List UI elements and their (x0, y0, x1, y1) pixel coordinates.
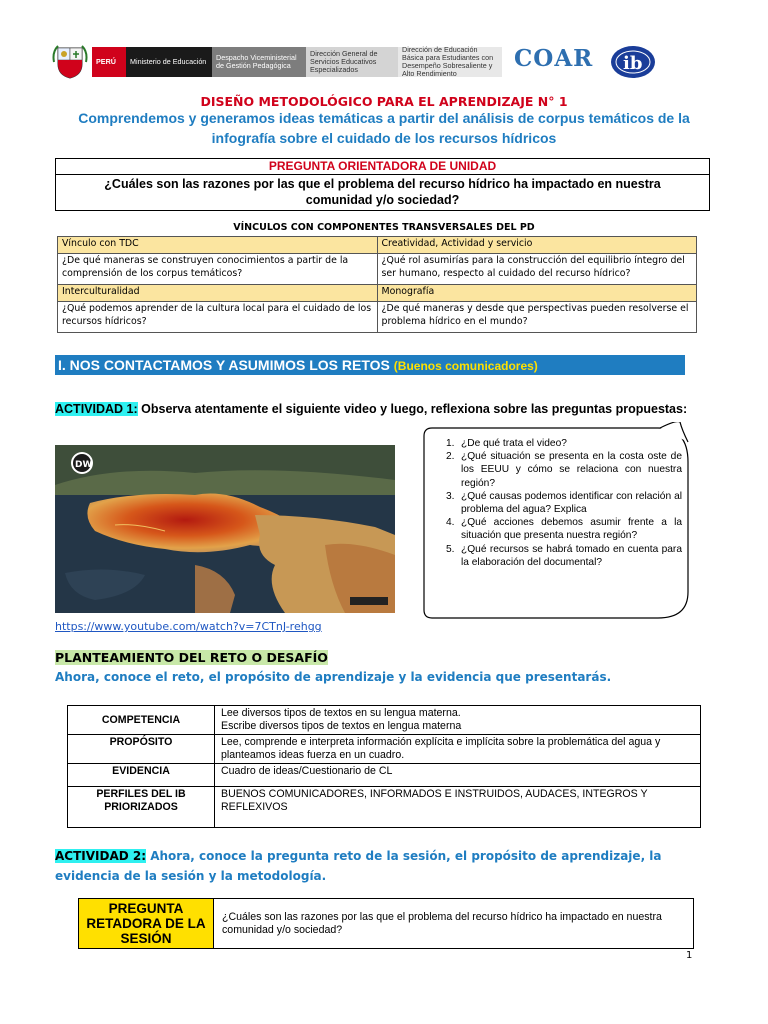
coar-logo-text: COAR (514, 45, 594, 72)
transversal-links-table (57, 236, 697, 333)
table-row (68, 706, 701, 735)
table-row (79, 899, 694, 949)
table-cell (58, 302, 378, 333)
header-logo-bar (52, 44, 712, 80)
section-heading (55, 355, 685, 375)
challenge-heading: PLANTEAMIENTO DEL RETO O DESAFÍO (55, 650, 328, 665)
table-row (68, 787, 701, 828)
ib-logo-icon (610, 44, 656, 80)
competency-table (67, 705, 701, 828)
video-thumbnail[interactable] (55, 445, 395, 613)
list-item (446, 543, 682, 569)
list-item (446, 516, 682, 542)
table-value-cell: Cuadro de ideas/Cuestionario de CL (215, 764, 701, 787)
peru-label: PERÚ (92, 47, 126, 77)
vice-ministry-label: Despacho Viceministerial de Gestión Pedagógica (212, 47, 306, 77)
youtube-link[interactable]: https://www.youtube.com/watch?v=7CTnJ-rehgg (55, 620, 322, 633)
section-subtitle: (Buenos comunicadores) (393, 359, 538, 373)
challenge-subheading: Ahora, conoce el reto, el propósito de aprendizaje y la evidencia que presentarás. (55, 670, 612, 684)
table-cell: Vínculo con TDC (58, 237, 378, 254)
activity-2-text: Ahora, conoce la pregunta reto de la sesión, el propósito de aprendizaje, la evidencia de la sesión y la metodología. (55, 849, 662, 883)
table-cell: ¿De qué maneras se construyen conocimientos a partir de la comprensión de los corpus temáticos? (58, 254, 378, 285)
table-cell-text: ¿Qué podemos aprender de la cultura local para el cuidado de los recursos hídricos? (62, 303, 372, 327)
list-item (446, 450, 682, 490)
ministry-label: Ministerio de Educación (126, 47, 212, 77)
activity-2-instruction (55, 846, 715, 886)
challenge-question-label: PREGUNTA RETADORA DE LA SESIÓN (79, 899, 214, 949)
list-item (446, 437, 682, 450)
list-item-number: 2. (446, 451, 455, 463)
list-item-number: 3. (446, 490, 455, 502)
activity-1-label: ACTIVIDAD 1: (55, 402, 138, 416)
ib-logo-text: ib (623, 53, 643, 74)
table-row (68, 735, 701, 764)
education-direction-label: Dirección de Educación Básica para Estudiantes con Desempeño Sobresaliente y Alto Rendimiento (398, 47, 502, 77)
table-label-cell: PROPÓSITO (68, 735, 215, 764)
table-label-cell: EVIDENCIA (68, 764, 215, 787)
section-title: I. NOS CONTACTAMOS Y ASUMIMOS LOS RETOS (58, 357, 390, 373)
page-number: 1 (686, 950, 693, 961)
activity-1-text: Observa atentamente el siguiente video y luego, reflexiona sobre las preguntas propuestas: (137, 402, 688, 416)
satellite-map-image (55, 445, 395, 613)
table-cell: Interculturalidad (58, 285, 378, 302)
guiding-question-text: ¿Cuáles son las razones por las que el problema del recurso hídrico ha impactado en nuestra comunidad y/o sociedad? (104, 177, 661, 207)
guiding-question-box (55, 158, 710, 211)
reflection-questions-list (446, 437, 682, 569)
table-value-cell: BUENOS COMUNICADORES, INFORMADOS E INSTRUIDOS, AUDACES, INTEGROS Y REFLEXIVOS (215, 787, 701, 828)
table-cell: ¿De qué maneras y desde que perspectivas pueden resolverse el problema hídrico en el mundo? (377, 302, 697, 333)
list-item-text: ¿Qué causas podemos identificar con relación al problema del agua? Explica (461, 490, 682, 516)
list-item-text: ¿Qué situación se presenta en la costa oste de los EEUU y cómo se relaciona con nuestra región? (461, 451, 682, 489)
challenge-question-text: ¿Cuáles son las razones por las que el problema del recurso hídrico ha impactado en nuestra comunidad y/o sociedad? (214, 899, 694, 949)
general-direction-label: Dirección General de Servicios Educativos Especializados (306, 47, 398, 77)
coar-logo (514, 44, 594, 80)
government-banner (92, 47, 502, 77)
guiding-question-heading: PREGUNTA ORIENTADORA DE UNIDAD (56, 159, 709, 175)
transversal-links-title: VÍNCULOS CON COMPONENTES TRANSVERSALES DEL PD (233, 222, 535, 233)
table-value-cell: Lee diversos tipos de textos en su lengua materna. Escribe diversos tipos de textos en lengua materna (215, 706, 701, 735)
document-title: DISEÑO METODOLÓGICO PARA EL APRENDIZAJE N° 1 (200, 94, 568, 109)
table-label-cell: COMPETENCIA (68, 706, 215, 735)
table-cell: Monografía (377, 285, 697, 302)
list-item-number: 1. (446, 438, 455, 449)
peru-coat-of-arms-icon (52, 44, 88, 80)
list-item-text: ¿De qué trata el video? (461, 438, 567, 449)
table-row (68, 764, 701, 787)
table-cell: ¿Qué rol asumirías para la construcción del equilibrio íntegro del ser humano, respecto al cuidado del recurso hídrico? (377, 254, 697, 285)
table-cell: Creatividad, Actividad y servicio (377, 237, 697, 254)
list-item (446, 490, 682, 516)
table-row (58, 254, 697, 285)
activity-2-label: ACTIVIDAD 2: (55, 849, 147, 863)
list-item-number: 4. (446, 517, 455, 529)
challenge-question-table (78, 898, 694, 949)
table-row (58, 237, 697, 254)
table-row (58, 302, 697, 333)
list-item-number: 5. (446, 543, 455, 555)
dw-logo-text: DW (75, 460, 93, 470)
list-item-text: ¿Qué recursos se habrá tomado en cuenta para la elaboración del documental? (461, 543, 682, 568)
list-item-text: ¿Qué acciones debemos asumir frente a la situación que presenta nuestra región? (461, 517, 682, 542)
table-label-cell: PERFILES DEL IB PRIORIZADOS (68, 787, 215, 828)
table-value-cell: Lee, comprende e interpreta información explícita e implícita sobre la problemática del agua y planteamos ideas fuerza en un cuadro. (215, 735, 701, 764)
table-row (58, 285, 697, 302)
activity-1-instruction (55, 402, 687, 416)
document-subtitle: Comprendemos y generamos ideas temáticas a partir del análisis de corpus temáticos de la infografía sobre el cuidado de los recursos hídricos (78, 110, 690, 146)
